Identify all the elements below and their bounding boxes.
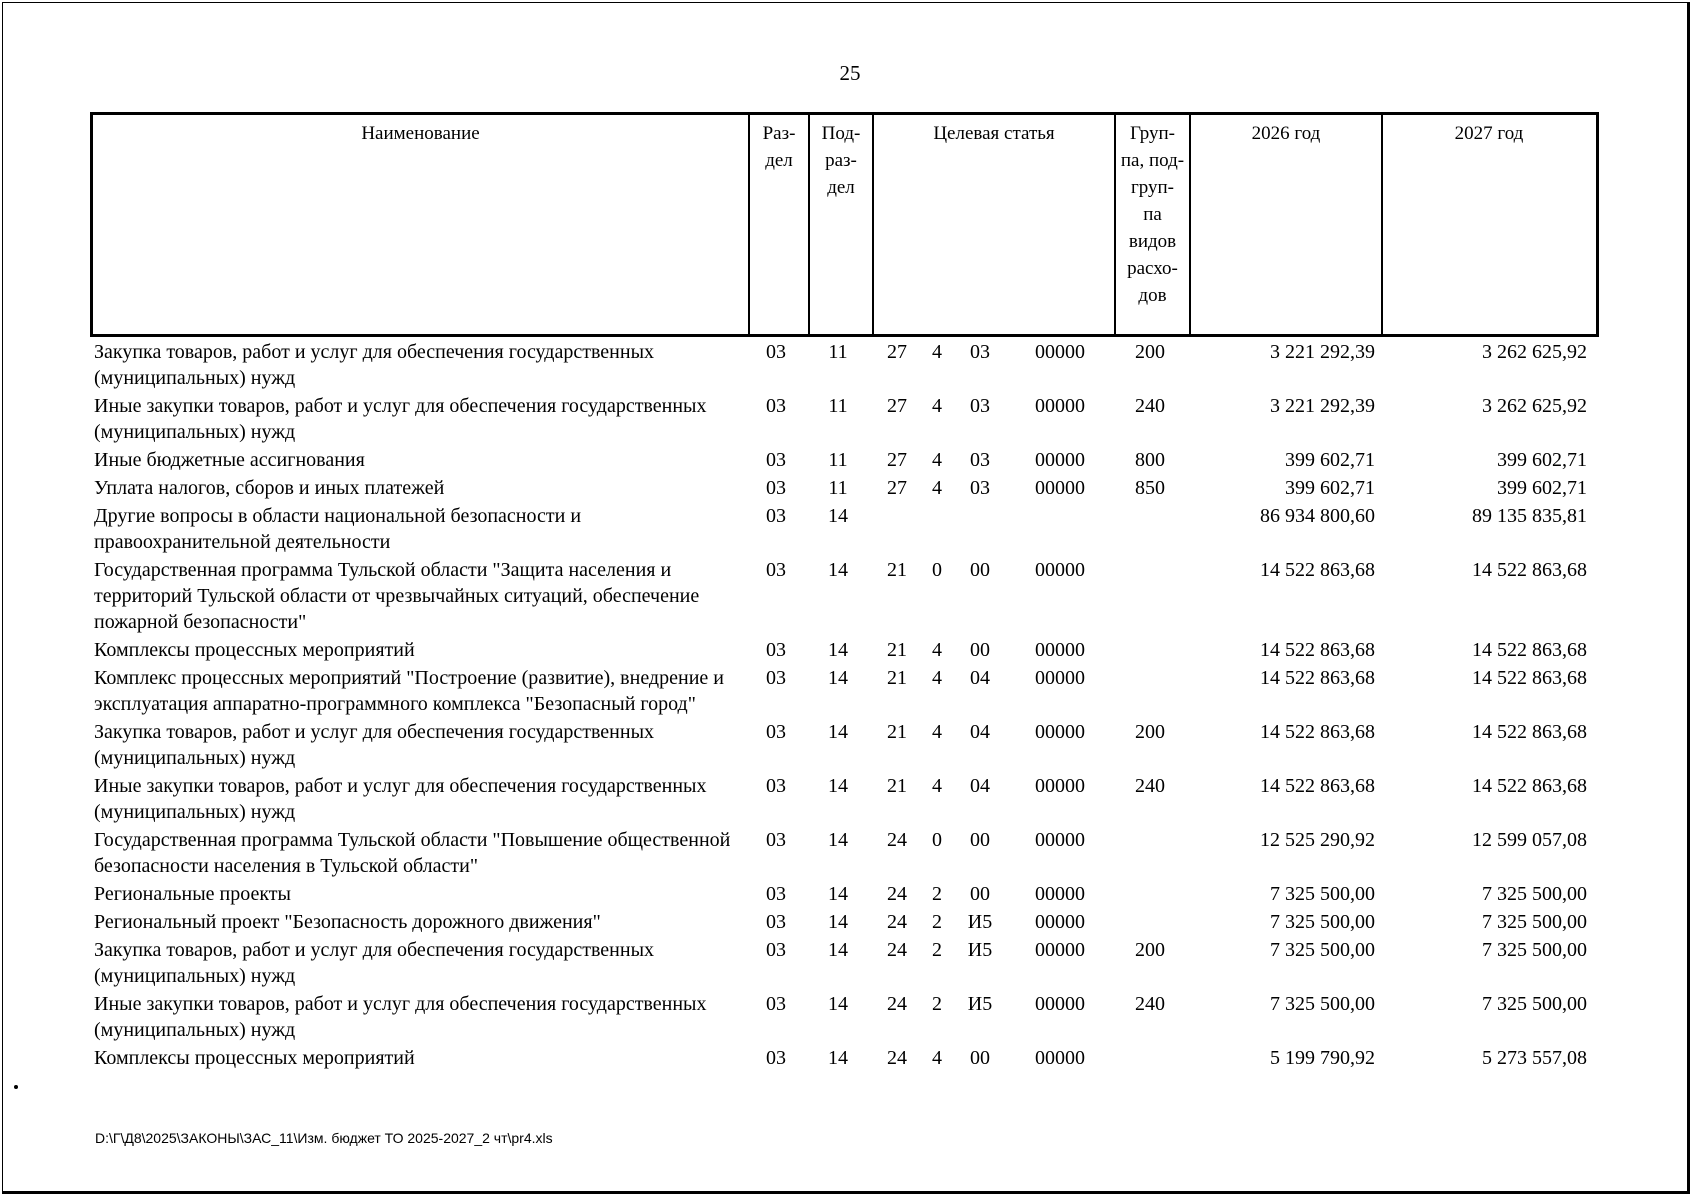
cell-target-4: 00000 (1035, 559, 1085, 581)
cell-group: 240 (1135, 775, 1165, 797)
cell-target-2: 2 (932, 911, 942, 933)
header-2026: 2026 год (1251, 123, 1321, 144)
cell-2027: 14 522 863,68 (1472, 559, 1587, 581)
table-row (90, 879, 1599, 907)
cell-razdel: 03 (766, 449, 786, 471)
cell-name: Закупка товаров, работ и услуг для обеспечения государственных (муниципальных) нужд (94, 939, 655, 987)
cell-target-3: 03 (970, 449, 990, 471)
cell-razdel: 03 (766, 341, 786, 363)
cell-podrazdel: 14 (828, 667, 848, 689)
file-path-footer: D:\Г\Д8\2025\ЗАКОНЫ\ЗАС_11\Изм. бюджет ТО 2025-2027_2 чт\pr4.xls (95, 1130, 553, 1146)
cell-group: 200 (1135, 939, 1165, 961)
cell-target-3: 04 (970, 667, 990, 689)
cell-target-2: 2 (932, 883, 942, 905)
cell-razdel: 03 (766, 721, 786, 743)
cell-target-2: 4 (932, 341, 942, 363)
cell-target-2: 0 (932, 559, 942, 581)
cell-2026: 14 522 863,68 (1260, 559, 1375, 581)
cell-name: Государственная программа Тульской области "Повышение общественной безопасности населения в Тульской области" (94, 829, 731, 877)
table-body (90, 337, 1599, 1071)
cell-name: Иные бюджетные ассигнования (94, 449, 365, 471)
cell-razdel: 03 (766, 395, 786, 417)
cell-target-3: 00 (970, 883, 990, 905)
cell-2027: 12 599 057,08 (1472, 829, 1587, 851)
cell-podrazdel: 11 (828, 449, 848, 471)
cell-podrazdel: 14 (828, 1047, 848, 1069)
header-name: Наименование (361, 123, 480, 144)
cell-group: 850 (1135, 477, 1165, 499)
cell-group: 800 (1135, 449, 1165, 471)
cell-name: Закупка товаров, работ и услуг для обеспечения государственных (муниципальных) нужд (94, 341, 655, 389)
cell-2027: 14 522 863,68 (1472, 721, 1587, 743)
cell-podrazdel: 14 (828, 993, 848, 1015)
cell-2027: 399 602,71 (1497, 449, 1587, 471)
cell-2026: 86 934 800,60 (1260, 505, 1375, 527)
cell-razdel: 03 (766, 939, 786, 961)
cell-target-3: 00 (970, 639, 990, 661)
cell-podrazdel: 11 (828, 341, 848, 363)
cell-target-4: 00000 (1035, 911, 1085, 933)
cell-2026: 7 325 500,00 (1270, 883, 1375, 905)
cell-2026: 3 221 292,39 (1270, 341, 1375, 363)
cell-target-1: 21 (887, 667, 907, 689)
cell-name: Иные закупки товаров, работ и услуг для обеспечения государственных (муниципальных) нужд (94, 993, 707, 1041)
cell-2026: 14 522 863,68 (1260, 667, 1375, 689)
cell-target-3: 00 (970, 559, 990, 581)
cell-2027: 14 522 863,68 (1472, 639, 1587, 661)
cell-target-4: 00000 (1035, 721, 1085, 743)
table-row (90, 501, 1599, 555)
cell-target-1: 27 (887, 395, 907, 417)
cell-podrazdel: 14 (828, 883, 848, 905)
cell-2026: 12 525 290,92 (1260, 829, 1375, 851)
table-row (90, 391, 1599, 445)
header-gruppa: Груп- па, под- груп- па видов расхо- дов (1120, 123, 1185, 306)
cell-2027: 7 325 500,00 (1482, 939, 1587, 961)
cell-group: 240 (1135, 993, 1165, 1015)
cell-2027: 7 325 500,00 (1482, 993, 1587, 1015)
page-number: 25 (839, 61, 861, 85)
cell-target-1: 21 (887, 639, 907, 661)
cell-razdel: 03 (766, 667, 786, 689)
cell-podrazdel: 14 (828, 829, 848, 851)
cell-2027: 3 262 625,92 (1482, 395, 1587, 417)
cell-name: Региональный проект "Безопасность дорожного движения" (94, 911, 601, 933)
cell-target-1: 24 (887, 1047, 907, 1069)
cell-group: 200 (1135, 341, 1165, 363)
cell-target-1: 24 (887, 883, 907, 905)
cell-2026: 7 325 500,00 (1270, 939, 1375, 961)
table-row (90, 1043, 1599, 1071)
cell-name: Закупка товаров, работ и услуг для обеспечения государственных (муниципальных) нужд (94, 721, 655, 769)
cell-2026: 14 522 863,68 (1260, 721, 1375, 743)
cell-podrazdel: 11 (828, 477, 848, 499)
cell-podrazdel: 14 (828, 639, 848, 661)
table-row (90, 635, 1599, 663)
cell-target-1: 24 (887, 911, 907, 933)
cell-2026: 7 325 500,00 (1270, 911, 1375, 933)
table-row (90, 555, 1599, 635)
cell-target-2: 4 (932, 449, 942, 471)
cell-target-1: 27 (887, 449, 907, 471)
table-row (90, 989, 1599, 1043)
cell-podrazdel: 14 (828, 721, 848, 743)
cell-2027: 3 262 625,92 (1482, 341, 1587, 363)
cell-target-2: 4 (932, 1047, 942, 1069)
cell-target-1: 27 (887, 477, 907, 499)
cell-name: Комплекс процессных мероприятий "Построение (развитие), внедрение и эксплуатация аппаратно-программного комплекса "Безопасный город" (94, 667, 724, 715)
cell-target-1: 21 (887, 559, 907, 581)
cell-group: 200 (1135, 721, 1165, 743)
table-row (90, 663, 1599, 717)
cell-target-2: 4 (932, 667, 942, 689)
header-2027: 2027 год (1454, 123, 1524, 144)
cell-2027: 7 325 500,00 (1482, 883, 1587, 905)
table-row (90, 907, 1599, 935)
cell-target-2: 4 (932, 775, 942, 797)
cell-target-1: 24 (887, 993, 907, 1015)
cell-razdel: 03 (766, 477, 786, 499)
cell-target-4: 00000 (1035, 1047, 1085, 1069)
cell-target-4: 00000 (1035, 395, 1085, 417)
cell-2026: 399 602,71 (1285, 477, 1375, 499)
cell-target-2: 4 (932, 477, 942, 499)
cell-target-2: 4 (932, 639, 942, 661)
cell-target-4: 00000 (1035, 477, 1085, 499)
cell-target-4: 00000 (1035, 341, 1085, 363)
table-row (90, 771, 1599, 825)
cell-target-3: И5 (967, 939, 993, 961)
cell-razdel: 03 (766, 993, 786, 1015)
cell-name: Другие вопросы в области национальной безопасности и правоохранительной деятельности (94, 505, 582, 553)
cell-target-1: 21 (887, 721, 907, 743)
cell-target-1: 24 (887, 829, 907, 851)
cell-razdel: 03 (766, 829, 786, 851)
cell-2027: 14 522 863,68 (1472, 775, 1587, 797)
table-header (90, 112, 1599, 337)
cell-razdel: 03 (766, 639, 786, 661)
header-podrazdel: Под- раз- дел (821, 123, 861, 198)
cell-2026: 14 522 863,68 (1260, 639, 1375, 661)
cell-2026: 399 602,71 (1285, 449, 1375, 471)
cell-target-4: 00000 (1035, 939, 1085, 961)
cell-target-3: 03 (970, 477, 990, 499)
cell-target-3: 04 (970, 775, 990, 797)
cell-name: Комплексы процессных мероприятий (94, 639, 415, 661)
header-celevaya: Целевая статья (933, 123, 1055, 144)
cell-target-3: 03 (970, 395, 990, 417)
cell-2026: 7 325 500,00 (1270, 993, 1375, 1015)
cell-razdel: 03 (766, 559, 786, 581)
cell-razdel: 03 (766, 775, 786, 797)
cell-target-3: 00 (970, 1047, 990, 1069)
cell-target-1: 27 (887, 341, 907, 363)
cell-target-4: 00000 (1035, 667, 1085, 689)
cell-target-1: 21 (887, 775, 907, 797)
cell-name: Государственная программа Тульской области "Защита населения и территорий Тульской области от чрезвычайных ситуаций, обеспечение пожарной безопасности" (94, 559, 700, 633)
cell-target-2: 2 (932, 939, 942, 961)
cell-target-4: 00000 (1035, 993, 1085, 1015)
cell-target-3: И5 (967, 993, 993, 1015)
table-row (90, 825, 1599, 879)
cell-2026: 14 522 863,68 (1260, 775, 1375, 797)
cell-2027: 399 602,71 (1497, 477, 1587, 499)
scan-mark (14, 1085, 18, 1089)
cell-razdel: 03 (766, 1047, 786, 1069)
cell-name: Региональные проекты (94, 883, 291, 905)
cell-podrazdel: 14 (828, 939, 848, 961)
cell-podrazdel: 14 (828, 559, 848, 581)
cell-podrazdel: 14 (828, 911, 848, 933)
cell-target-2: 2 (932, 993, 942, 1015)
cell-target-3: 00 (970, 829, 990, 851)
cell-name: Иные закупки товаров, работ и услуг для обеспечения государственных (муниципальных) нужд (94, 395, 707, 443)
header-razdel: Раз- дел (762, 123, 796, 171)
cell-razdel: 03 (766, 505, 786, 527)
cell-target-4: 00000 (1035, 829, 1085, 851)
cell-2027: 7 325 500,00 (1482, 911, 1587, 933)
cell-podrazdel: 14 (828, 775, 848, 797)
cell-name: Уплата налогов, сборов и иных платежей (94, 477, 445, 499)
cell-target-2: 4 (932, 395, 942, 417)
cell-target-3: 03 (970, 341, 990, 363)
cell-target-1: 24 (887, 939, 907, 961)
cell-2027: 5 273 557,08 (1482, 1047, 1587, 1069)
table-row (90, 935, 1599, 989)
cell-target-2: 4 (932, 721, 942, 743)
cell-target-4: 00000 (1035, 883, 1085, 905)
cell-target-3: 04 (970, 721, 990, 743)
cell-2027: 89 135 835,81 (1472, 505, 1587, 527)
cell-2026: 3 221 292,39 (1270, 395, 1375, 417)
cell-name: Комплексы процессных мероприятий (94, 1047, 415, 1069)
cell-target-3: И5 (967, 911, 993, 933)
table-row (90, 473, 1599, 501)
cell-target-4: 00000 (1035, 449, 1085, 471)
cell-podrazdel: 11 (828, 395, 848, 417)
cell-target-4: 00000 (1035, 775, 1085, 797)
cell-2026: 5 199 790,92 (1270, 1047, 1375, 1069)
cell-name: Иные закупки товаров, работ и услуг для обеспечения государственных (муниципальных) нужд (94, 775, 707, 823)
cell-target-4: 00000 (1035, 639, 1085, 661)
cell-target-2: 0 (932, 829, 942, 851)
cell-group: 240 (1135, 395, 1165, 417)
table-row (90, 717, 1599, 771)
cell-razdel: 03 (766, 911, 786, 933)
cell-podrazdel: 14 (828, 505, 848, 527)
table-row (90, 337, 1599, 391)
cell-2027: 14 522 863,68 (1472, 667, 1587, 689)
cell-razdel: 03 (766, 883, 786, 905)
table-row (90, 445, 1599, 473)
